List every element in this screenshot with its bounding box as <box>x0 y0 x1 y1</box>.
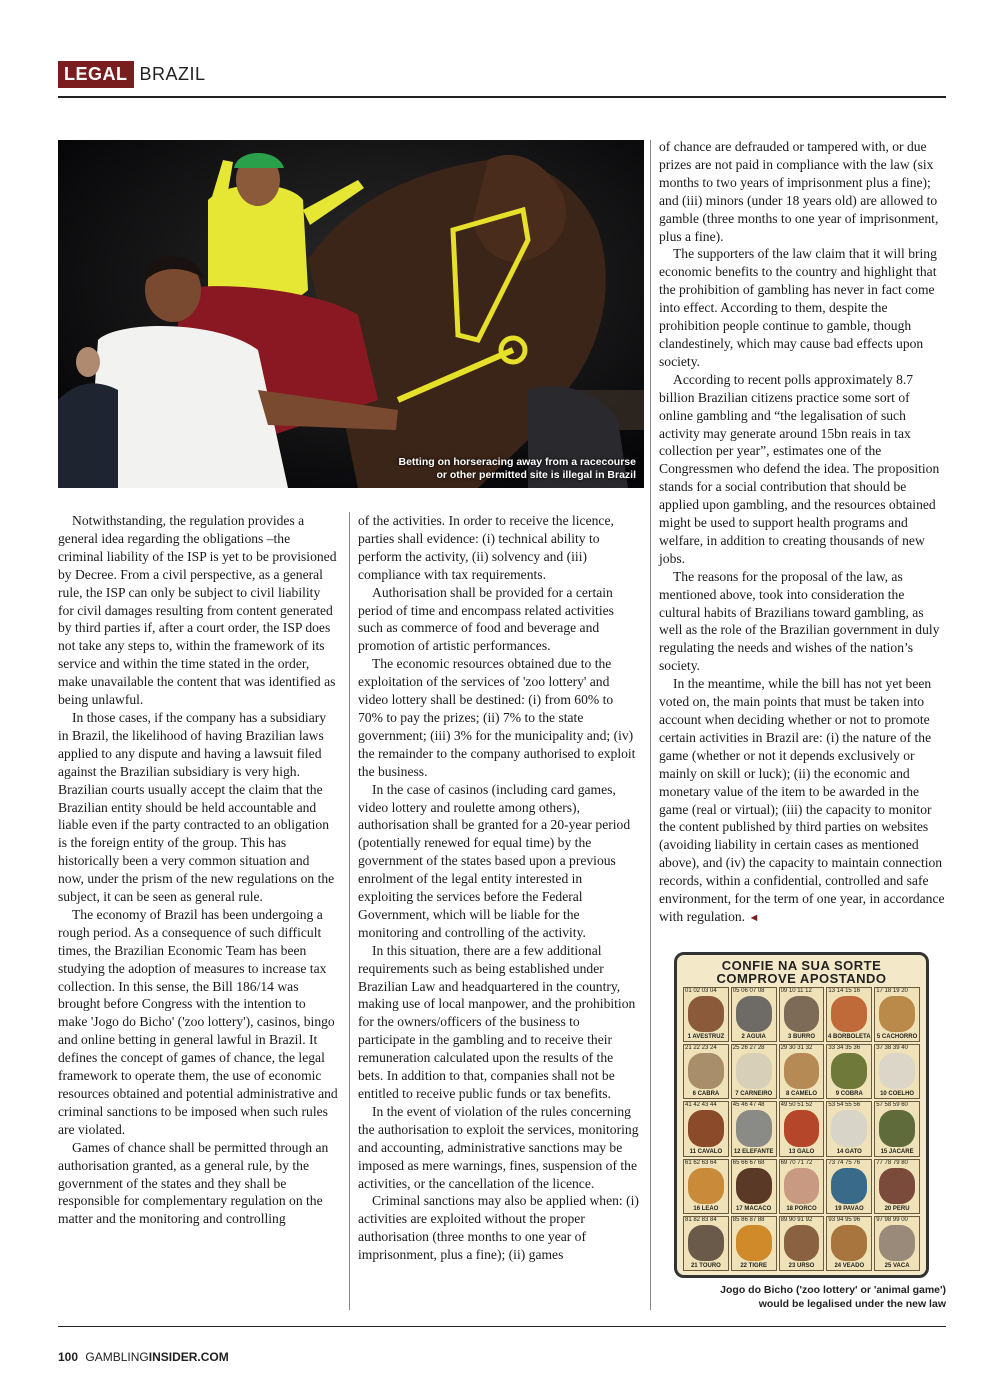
animal-name: 15 JACARÉ <box>880 1148 914 1155</box>
paragraph: The supporters of the law claim that it will bring economic benefits to the country and highlight that the prohibition of gambling has never in fact come into effect. According to them, despite the prohibition people continue to gamble, though clandestinely, which may cause bad effects upon society. <box>659 246 937 369</box>
animal-name: 4 BORBOLETA <box>828 1034 871 1041</box>
animal-name: 16 LEÃO <box>693 1205 719 1212</box>
animal-illustration <box>784 1110 820 1146</box>
animal-cell <box>683 987 729 1042</box>
animal-cell <box>779 1101 825 1156</box>
animal-name: 7 CARNEIRO <box>735 1091 773 1098</box>
animal-cell <box>731 1101 777 1156</box>
animal-illustration <box>688 996 724 1032</box>
animal-illustration <box>784 996 820 1032</box>
animal-numbers: 05 06 07 08 <box>732 988 765 994</box>
column-divider <box>349 512 350 1310</box>
animal-cell <box>779 987 825 1042</box>
paragraph: of chance are defrauded or tampered with, or due prizes are not paid in compliance with the law (six months to two years of imprisonment plus a fine); and (iii) minors (under 18 years old) are allowed to gamble (three months to one year of imprisonment, plus a fine). <box>659 139 939 244</box>
paragraph: In those cases, if the company has a subsidiary in Brazil, the likelihood of having Brazilian laws applied to any dispute and having a lawsuit filed against the Brazilian subsidiary is very high. Brazilian courts usually accept the claim that the Brazilian entity should be held accountable and liable even if the party contracted to an obligation is the foreign entity of the group. This has historically been a very common situation and now, under the prism of the new regulations on the subject, it can be seen as general rule. <box>58 709 335 905</box>
animal-numbers: 89 90 91 92 <box>780 1216 813 1223</box>
paragraph: of the activities. In order to receive the licence, parties shall evidence: (i) technical ability to perform the activity, (ii) solvency and (iii) compliance with tax requirements. <box>358 513 614 582</box>
animal-illustration <box>879 1225 915 1261</box>
column-divider <box>650 140 651 1310</box>
animal-illustration <box>736 996 772 1032</box>
animal-cell <box>779 1216 825 1271</box>
animal-name: 3 BURRO <box>787 1034 815 1041</box>
animal-cell <box>874 1159 920 1214</box>
animal-name: 21 TOURO <box>690 1263 721 1269</box>
animal-cell <box>731 1159 777 1214</box>
animal-numbers: 73 74 75 76 <box>828 1159 861 1166</box>
animal-numbers: 77 78 79 80 <box>876 1159 908 1166</box>
animal-numbers: 45 46 47 48 <box>732 1102 765 1109</box>
animal-name: 23 URSO <box>788 1263 815 1269</box>
animal-cell <box>779 1159 825 1214</box>
animal-illustration <box>879 1168 915 1204</box>
animal-illustration <box>688 1168 724 1204</box>
animal-numbers: 13 14 15 16 <box>828 988 861 994</box>
header-rule <box>58 96 946 98</box>
animal-name: 2 ÁGUIA <box>741 1034 766 1041</box>
animal-illustration <box>784 1168 820 1204</box>
paragraph: Notwithstanding, the regulation provides a general idea regarding the obligations –the criminal liability of the ISP is yet to be provisioned by Decree. From a civil perspective, as a general rule, the ISP can only be subject to civil liability for civil damages resulting from content generated by third parties if, after a court order, the ISP does not take any steps to, within the framework of its service and within the time stated in the order, make unavailable the content that was identified as being unlawful. <box>58 513 337 708</box>
animal-illustration <box>736 1168 772 1204</box>
animal-cell <box>874 1101 920 1156</box>
animal-illustration <box>784 1225 820 1261</box>
animal-name: 25 VACA <box>884 1263 910 1269</box>
animal-numbers: 93 94 95 96 <box>828 1216 861 1223</box>
animal-cell <box>874 1044 920 1099</box>
article-column-1 <box>58 512 338 1228</box>
publication-name: GAMBLINGINSIDER.COM <box>85 1350 229 1364</box>
animal-name: 1 AVESTRUZ <box>687 1034 725 1041</box>
animal-cell <box>683 1101 729 1156</box>
animal-illustration <box>688 1053 724 1089</box>
article-column-3 <box>659 138 945 928</box>
page-number: 100 <box>58 1350 79 1364</box>
animal-cell <box>826 1044 872 1099</box>
animal-numbers: 85 86 87 88 <box>732 1216 765 1223</box>
paragraph: The economy of Brazil has been undergoing a rough period. As a consequence of such difficult times, the Brazilian Economic Team has been studying the adoption of measures to increase tax collection. In this sense, the Bill 186/14 was brought before Congress with the intention to make 'Jogo do Bicho' ('zoo lottery'), casinos, bingo and online betting in general lawful in Brazil. It defines the concept of games of chance, the legal framework to operate them, the use of economic resources obtained and potential administrative and criminal sanctions to be imposed when such rules are violated. <box>58 906 338 1137</box>
horse-racing-photo <box>58 140 644 488</box>
paragraph-final: In the meantime, while the bill has not yet been voted on, the main points that must be taken into account when deciding whether or not to promote certain activities in Brazil are: (i) the nature of the game (whether or not it depends exclusively or mainly on skill or luck); (ii) the economic and monetary value of the item to be awarded in the game (real or virtual); (iii) the capacity to monitor the content published by third parties on websites (avoiding liability in certain cases as mentioned above), and (iv) the capacity to maintain connection records, within a confidential, controlled and safe environment, for the term of one year, in accordance with regulation. ◄ <box>659 676 945 924</box>
animal-cell <box>779 1044 825 1099</box>
animal-numbers: 01 02 03 04 <box>685 988 717 994</box>
animal-name: 14 GATO <box>836 1148 862 1155</box>
paragraph: In the case of casinos (including card games, video lottery and roulette among others), authorisation shall be granted for a 20-year period (potentially renewed for equal time) by the government of the states based upon a previous enrolment of the legal entity interested in exploiting the services before the Federal Government, which will be liable for the monitoring and controlling of the activity. <box>358 781 631 940</box>
paragraph: In the event of violation of the rules concerning the authorisation to exploit the services, monitoring and accounting, administrative sanctions may be imposed as mere warnings, fines, suspension of the activities, or the cancellation of the licence. <box>358 1103 639 1191</box>
animal-cell <box>731 987 777 1042</box>
paragraph: The economic resources obtained due to the exploitation of the services of 'zoo lottery' and video lottery shall be destined: (i) from 60% to 70% to pay the prizes; (ii) 7% to the state government; (iii) 3% for the municipality and; (iv) the remainder to the company authorised to exploit the business. <box>358 656 636 779</box>
animal-illustration <box>831 1110 867 1146</box>
animal-illustration <box>879 1110 915 1146</box>
animal-numbers: 65 66 67 68 <box>732 1159 765 1166</box>
animal-illustration <box>688 1225 724 1261</box>
animal-name: 18 PORCO <box>786 1205 817 1212</box>
photo-caption: Betting on horseracing away from a racecourse or other permitted site is illegal in Brazil <box>398 456 636 481</box>
animal-name: 13 GALO <box>788 1148 815 1155</box>
animal-name: 10 COELHO <box>880 1091 915 1098</box>
animal-numbers: 29 30 31 32 <box>780 1045 813 1052</box>
animal-numbers: 57 58 59 60 <box>876 1102 908 1109</box>
end-of-article-icon: ◄ <box>748 911 760 924</box>
animal-illustration <box>736 1053 772 1089</box>
animal-cell <box>683 1044 729 1099</box>
animal-name: 20 PERU <box>884 1205 910 1212</box>
animal-cell <box>874 987 920 1042</box>
section-title: BRAZIL <box>139 63 206 84</box>
animal-name: 11 CAVALO <box>689 1148 723 1155</box>
animal-name: 12 ELEFANTE <box>733 1148 774 1155</box>
animal-name: 22 TIGRE <box>740 1263 768 1269</box>
animal-illustration <box>736 1110 772 1146</box>
paragraph: Authorisation shall be provided for a certain period of time and encompass related activities such as commerce of food and beverage and promotion of artistic performances. <box>358 584 614 654</box>
animal-numbers: 81 82 83 84 <box>685 1216 717 1223</box>
page-footer <box>58 1350 229 1364</box>
animal-numbers: 53 54 55 56 <box>828 1102 861 1109</box>
jogo-do-bicho-chart <box>674 952 929 1278</box>
animal-name: 19 PAVÃO <box>834 1205 864 1212</box>
footer-rule <box>58 1326 946 1327</box>
animal-name: 24 VEADO <box>834 1263 865 1269</box>
section-badge: LEGAL <box>58 61 134 88</box>
animal-name: 9 COBRA <box>835 1091 863 1098</box>
animal-numbers: 69 70 71 72 <box>780 1159 813 1166</box>
animal-numbers: 25 26 27 28 <box>732 1045 765 1052</box>
animal-numbers: 21 22 23 24 <box>685 1045 717 1052</box>
animal-illustration <box>831 1168 867 1204</box>
animal-cell <box>826 987 872 1042</box>
page-header <box>58 60 206 88</box>
animal-cell <box>683 1216 729 1271</box>
animal-numbers: 17 18 19 20 <box>876 988 908 994</box>
animal-illustration <box>879 1053 915 1089</box>
paragraph: Games of chance shall be permitted through an authorisation granted, as a general rule, by the government of the states and they shall be responsible for complementary regulation on the matter and the monitoring and controlling <box>58 1139 329 1227</box>
animal-illustration <box>831 1053 867 1089</box>
animal-grid <box>683 987 920 1271</box>
animal-illustration <box>879 996 915 1032</box>
animal-illustration <box>688 1110 724 1146</box>
animal-numbers: 61 62 63 64 <box>685 1159 717 1166</box>
animal-name: 17 MACACO <box>736 1205 772 1212</box>
animal-illustration <box>831 996 867 1032</box>
animal-name: 6 CABRA <box>692 1091 720 1098</box>
animal-cell <box>826 1101 872 1156</box>
animal-name: 8 CAMELO <box>785 1091 817 1098</box>
animal-cell <box>683 1159 729 1214</box>
animal-cell <box>826 1216 872 1271</box>
animal-numbers: 41 42 43 44 <box>685 1102 717 1109</box>
article-column-2 <box>358 512 640 1264</box>
animal-cell <box>826 1159 872 1214</box>
paragraph: The reasons for the proposal of the law, as mentioned above, took into consideration the cultural habits of Brazilians toward gambling, as well as the role of the Brazilian government in duly regulating the needs and wishes of the nation’s society. <box>659 568 940 674</box>
photo-illustration <box>58 140 644 488</box>
animal-cell <box>731 1044 777 1099</box>
animal-numbers: 49 50 51 52 <box>780 1102 813 1109</box>
animal-numbers: 33 34 35 36 <box>828 1045 861 1052</box>
animal-numbers: 09 10 11 12 <box>780 988 812 994</box>
animal-illustration <box>736 1225 772 1261</box>
paragraph: In this situation, there are a few additional requirements such as being established under Brazilian Law and headquartered in the country, making use of local manpower, and the prohibition for the owners/officers of the business to participate in the gambling and to receive their remuneration calculated upon the results of the bets. In addition to that, companies shall not be entitled to receive public funds or tax benefits. <box>358 942 636 1101</box>
animal-numbers: 97 98 99 00 <box>876 1216 908 1223</box>
animal-cell <box>731 1216 777 1271</box>
animal-illustration <box>831 1225 867 1261</box>
animal-cell <box>874 1216 920 1271</box>
paragraph: According to recent polls approximately 8.7 billion Brazilian citizens practice some sort of online gambling and “the legalisation of such activity may generate around 15bn reais in tax collection per year”, estimates one of the Congressmen who defend the idea. The proposition stands for a social contribution that should be applied upon gambling, and the resources obtained might be used to support health programs and welfare, in addition to creating thousands of new jobs. <box>659 371 940 566</box>
animal-illustration <box>784 1053 820 1089</box>
chart-title: CONFIE NA SUA SORTE COMPROVE APOSTANDO <box>716 958 887 986</box>
animal-numbers: 37 38 39 40 <box>876 1045 908 1052</box>
chart-caption: Jogo do Bicho ('zoo lottery' or 'animal game') would be legalised under the new law <box>720 1284 946 1310</box>
animal-name: 5 CACHORRO <box>876 1034 918 1041</box>
paragraph: Criminal sanctions may also be applied when: (i) activities are exploited without the proper authorisation (three months to one year of imprisonment, plus a fine); (ii) games <box>358 1193 639 1263</box>
